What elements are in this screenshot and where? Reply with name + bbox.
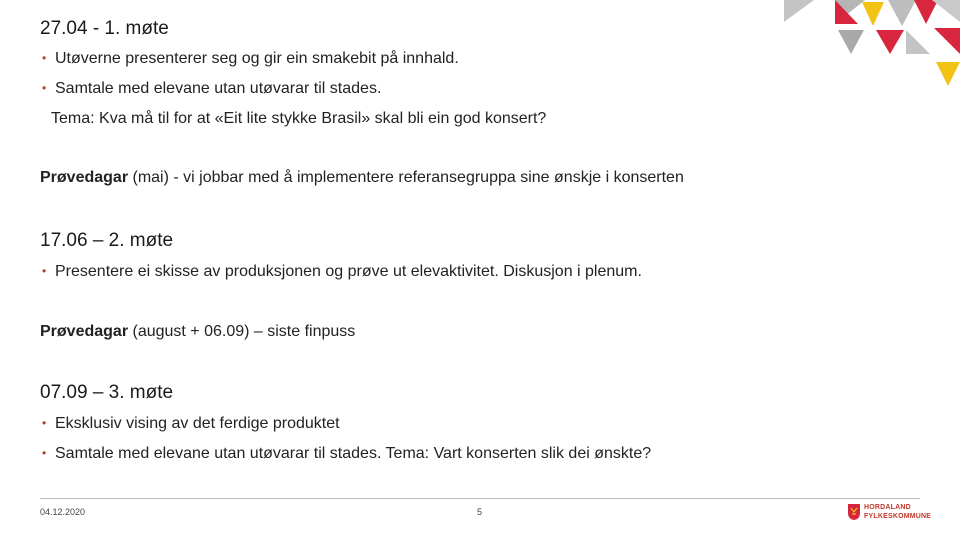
triangle-red <box>934 28 960 54</box>
triangle-gray <box>932 0 960 22</box>
bullet-text: Samtale med elevane utan utøvarar til stades. Tema: Vart konserten slik dei ønskte? <box>55 445 652 462</box>
triangle-gray <box>784 0 814 22</box>
triangle-yellow <box>862 2 884 26</box>
section-heading-1: 27.04 - 1. møte <box>40 18 169 39</box>
bullet-text: Eksklusiv vising av det ferdige produktet <box>55 415 340 432</box>
coat-of-arms-icon <box>847 503 861 521</box>
section-heading-3: 07.09 – 3. møte <box>40 382 174 403</box>
paragraph-provedagar-august <box>40 323 355 341</box>
triangle-gray <box>888 0 916 26</box>
logo-text <box>864 503 931 521</box>
footer-date: 04.12.2020 <box>40 507 86 517</box>
paragraph-bold: Prøvedagar <box>40 169 129 186</box>
bullet-text: Utøverne presenterer seg og gir ein smakebit på innhald. <box>55 50 459 67</box>
logo-line-2: FYLKESKOMMUNE <box>864 513 932 520</box>
triangle-yellow <box>936 62 960 86</box>
section-heading-2: 17.06 – 2. møte <box>40 230 174 251</box>
footer-divider <box>40 498 920 499</box>
triangle-gray <box>906 30 930 54</box>
list-item <box>42 263 642 281</box>
decorative-triangles <box>780 0 960 92</box>
paragraph-provedagar-mai <box>40 169 684 187</box>
page-number: 5 <box>477 507 483 517</box>
bullet-text: Samtale med elevane utan utøvarar til stades. <box>55 80 382 97</box>
triangle-red <box>876 30 904 54</box>
triangle-red <box>914 0 938 24</box>
list-item <box>42 445 651 463</box>
topic-line: Tema: Kva må til for at «Eit lite stykke Brasil» skal bli ein god konsert? <box>51 110 547 127</box>
bullet-dot-icon: • <box>42 81 47 95</box>
bullet-dot-icon: • <box>42 264 47 278</box>
bullet-dot-icon: • <box>42 51 47 65</box>
list-item <box>42 415 340 433</box>
bullet-dot-icon: • <box>42 416 47 430</box>
triangle-gray <box>838 30 864 54</box>
paragraph-text: (august + 06.09) – siste finpuss <box>128 323 356 340</box>
bullet-dot-icon: • <box>42 446 47 460</box>
paragraph-text: (mai) - vi jobbar med å implementere referansegruppa sine ønskje i konserten <box>128 169 684 186</box>
hordaland-logo <box>847 503 937 523</box>
list-item <box>42 50 459 68</box>
bullet-text: Presentere ei skisse av produksjonen og prøve ut elevaktivitet. Diskusjon i plenum. <box>55 263 642 280</box>
list-item <box>42 80 381 98</box>
paragraph-bold: Prøvedagar <box>40 323 129 340</box>
logo-line-1: HORDALAND <box>864 504 911 511</box>
